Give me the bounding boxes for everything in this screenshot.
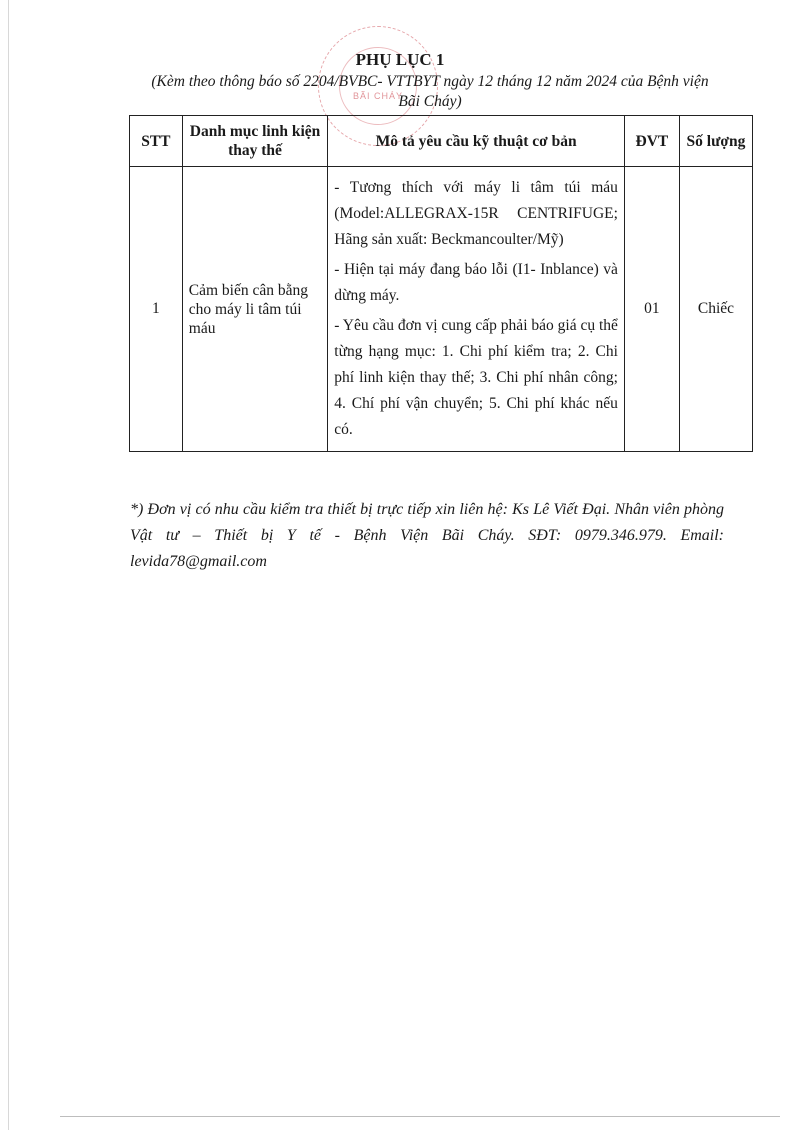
- cell-qty: Chiếc: [679, 167, 752, 452]
- table-row: [130, 167, 753, 452]
- table-header-row: [130, 116, 753, 167]
- header-dvt: ĐVT: [624, 116, 679, 167]
- contact-footnote: *) Đơn vị có nhu cầu kiểm tra thiết bị trực tiếp xin liên hệ: Ks Lê Viết Đại. Nhân viên phòng Vật tư – Thiết bị Y tế - Bệnh Viện Bãi Cháy. SĐT: 0979.346.979. Email: levida78@gmail.com: [130, 501, 724, 570]
- header-desc: Mô tả yêu cầu kỹ thuật cơ bản: [328, 116, 625, 167]
- desc-item: - Hiện tại máy đang báo lỗi (I1- Inblance) và dừng máy.: [334, 261, 618, 304]
- header-stt: STT: [130, 116, 183, 167]
- parts-table: [129, 115, 753, 452]
- desc-item: - Yêu cầu đơn vị cung cấp phải báo giá cụ thể từng hạng mục: 1. Chi phí kiểm tra; 2. Chi phí linh kiện thay thế; 3. Chi phí nhân công; 4. Chí phí vận chuyển; 5. Chi phí khác nếu có.: [334, 317, 618, 438]
- scan-edge-bottom: [60, 1116, 780, 1117]
- cell-desc: [328, 167, 625, 452]
- stamp-text: BÃI CHÁY: [352, 91, 403, 101]
- cell-dvt: 01: [624, 167, 679, 452]
- header-name: Danh mục linh kiện thay thế: [182, 116, 328, 167]
- desc-item: - Tương thích với máy li tâm túi máu (Model:ALLEGRAX-15R CENTRIFUGE; Hãng sản xuất: Beckmancoulter/Mỹ): [334, 179, 618, 248]
- scan-edge-left: [8, 0, 9, 1130]
- page-title: PHỤ LỤC 1: [355, 50, 445, 69]
- header-qty: Số lượng: [679, 116, 752, 167]
- cell-stt: 1: [130, 167, 183, 452]
- cell-name: Cảm biến cân bằng cho máy li tâm túi máu: [182, 167, 328, 452]
- page-subtitle: (Kèm theo thông báo số 2204/BVBC- VTTBYT ngày 12 tháng 12 năm 2024 của Bệnh viện Bãi Cháy): [151, 73, 709, 110]
